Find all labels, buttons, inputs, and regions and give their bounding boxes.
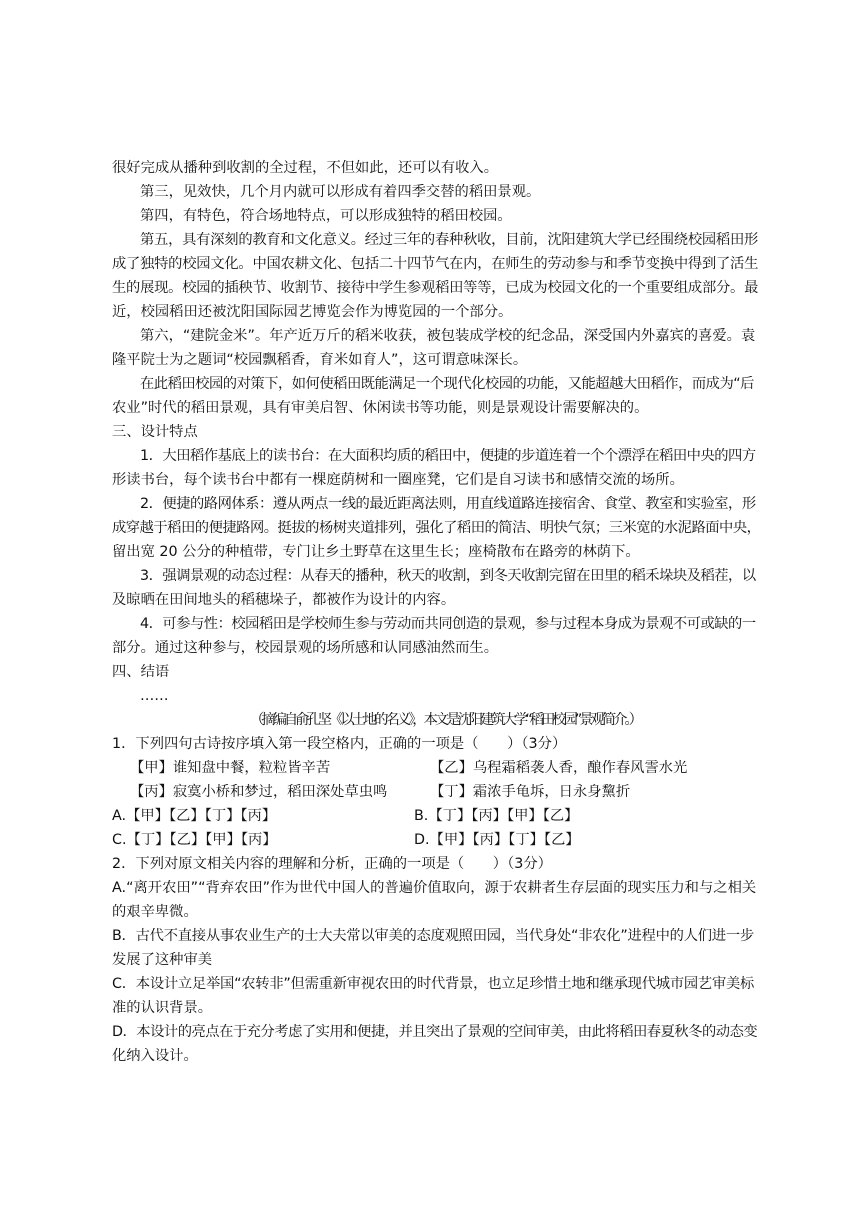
ellipsis: …… [140, 688, 169, 704]
paragraph-line: 第六，“建院金米”。年产近万斤的稻米收获，被包装成学校的纪念品，深受国内外嘉宾的喜爱。袁 [140, 328, 756, 344]
option-a-line: 的艰辛卑微。 [112, 904, 198, 920]
paragraph-line: 生的展现。校园的插秧节、收割节、接待中学生参观稻田等等，已成为校园文化的一个重要组成部分。最 [112, 280, 759, 296]
paragraph-line: 形读书台，每个读书台中都有一棵庭荫树和一圈座凳，它们是自习读书和感情交流的场所。 [112, 472, 684, 488]
paragraph-line: 留出宽 20 公分的种植带，专门让乡土野草在这里生长；座椅散布在路旁的林荫下。 [112, 544, 640, 560]
paragraph-line: 及晾晒在田间地头的稻穗垛子，都被作为设计的内容。 [112, 592, 456, 608]
paragraph-line: 近，校园稻田还被沈阳国际园艺博览会作为博览园的一个部分。 [112, 304, 513, 320]
source-note: （摘编自俞孔坚《以土地的名义》，本文是沈阳建筑大学“稻田校园”景观简介。） [250, 712, 640, 728]
paragraph-line: 很好完成从播种到收割的全过程，不但如此，还可以有收入。 [112, 160, 499, 176]
paragraph-line: 第三，见效快，几个月内就可以形成有着四季交替的稻田景观。 [140, 184, 541, 200]
poem-bing: 【丙】寂寞小桥和梦过，稻田深处草虫鸣 [130, 784, 388, 800]
paragraph-line: 成穿越于稻田的便捷路网。挺拔的杨树夹道排列，强化了稻田的简洁、明快气氛；三米宽的水泥路面中央， [112, 520, 761, 536]
option-c: C.【丁】【乙】【甲】【丙】 [112, 832, 277, 848]
paragraph-line: 在此稻田校园的对策下，如何使稻田既能满足一个现代化校园的功能，又能超越大田稻作，而成为“后 [140, 376, 754, 392]
poem-ding: 【丁】霜浓手龟坼，日永身黧折 [430, 784, 631, 800]
option-c-line: 准的认识背景。 [112, 1000, 213, 1016]
option-b: B.【丁】【丙】【甲】【乙】 [414, 808, 579, 824]
option-a-line: A.“离开农田”“背弃农田”作为世代中国人的普遍价值取向，源于农耕者生存层面的现实压力和与之相关 [112, 880, 757, 896]
option-d-line: 化纳入设计。 [112, 1048, 198, 1064]
option-d: D.【甲】【丙】【丁】【乙】 [414, 832, 580, 848]
poem-jia: 【甲】谁知盘中餐，粒粒皆辛苦 [130, 760, 331, 776]
paragraph-line: 农业”时代的稻田景观，具有审美启智、休闲读书等功能，则是景观设计需要解决的。 [112, 400, 649, 416]
paragraph-line: 成了独特的校园文化。中国农耕文化、包括二十四节气在内，在师生的劳动参与和季节变换中得到了活生 [112, 256, 759, 272]
option-d-line: D．本设计的亮点在于充分考虑了实用和便捷，并且突出了景观的空间审美，由此将稻田春夏秋冬的动态变 [112, 1024, 758, 1040]
paragraph-line: 2．便捷的路网体系：遵从两点一线的最近距离法则，用直线道路连接宿舍、食堂、教室和实验室，形 [140, 496, 756, 512]
option-b-line: B．古代不直接从事农业生产的士大夫常以审美的态度观照田园，当代身处“非农化”进程中的人们进一步 [112, 928, 754, 944]
option-c-line: C．本设计立足举国“农转非”但需重新审视农田的时代背景，也立足珍惜土地和继承现代城市园艺审美标 [112, 976, 755, 992]
paragraph-line: 隆平院士为之题词“校园飘稻香，育米如育人”，这可谓意味深长。 [112, 352, 528, 368]
option-a: A.【甲】【乙】【丁】【丙】 [112, 808, 277, 824]
section-heading: 四、结语 [112, 664, 170, 680]
option-b-line: 发展了这种审美 [112, 952, 213, 968]
question-stem: 2．下列对原文相关内容的理解和分析，正确的一项是（ ）（3分） [112, 856, 552, 872]
paragraph-line: 部分。通过这种参与，校园景观的场所感和认同感油然而生。 [112, 640, 499, 656]
paragraph-line: 第五，具有深刻的教育和文化意义。经过三年的春种秋收，目前，沈阳建筑大学已经围绕校园稻田形 [140, 232, 759, 248]
paragraph-line: 4．可参与性：校园稻田是学校师生参与劳动而共同创造的景观，参与过程本身成为景观不可或缺的一 [140, 616, 756, 632]
question-stem: 1．下列四句古诗按序填入第一段空格内，正确的一项是（ ）（3分） [112, 736, 567, 752]
poem-yi: 【乙】乌程霜稻袭人香，酿作春风霅水光 [430, 760, 688, 776]
paragraph-line: 3．强调景观的动态过程：从春天的播种，秋天的收割，到冬天收割完留在田里的稻禾垛块及稻茬，以 [140, 568, 756, 584]
paragraph-line: 第四，有特色，符合场地特点，可以形成独特的稻田校园。 [140, 208, 512, 224]
paragraph-line: 1．大田稻作基底上的读书台：在大面积均质的稻田中，便捷的步道连着一个个漂浮在稻田中央的四方 [140, 448, 756, 464]
section-heading: 三、设计特点 [112, 424, 198, 440]
